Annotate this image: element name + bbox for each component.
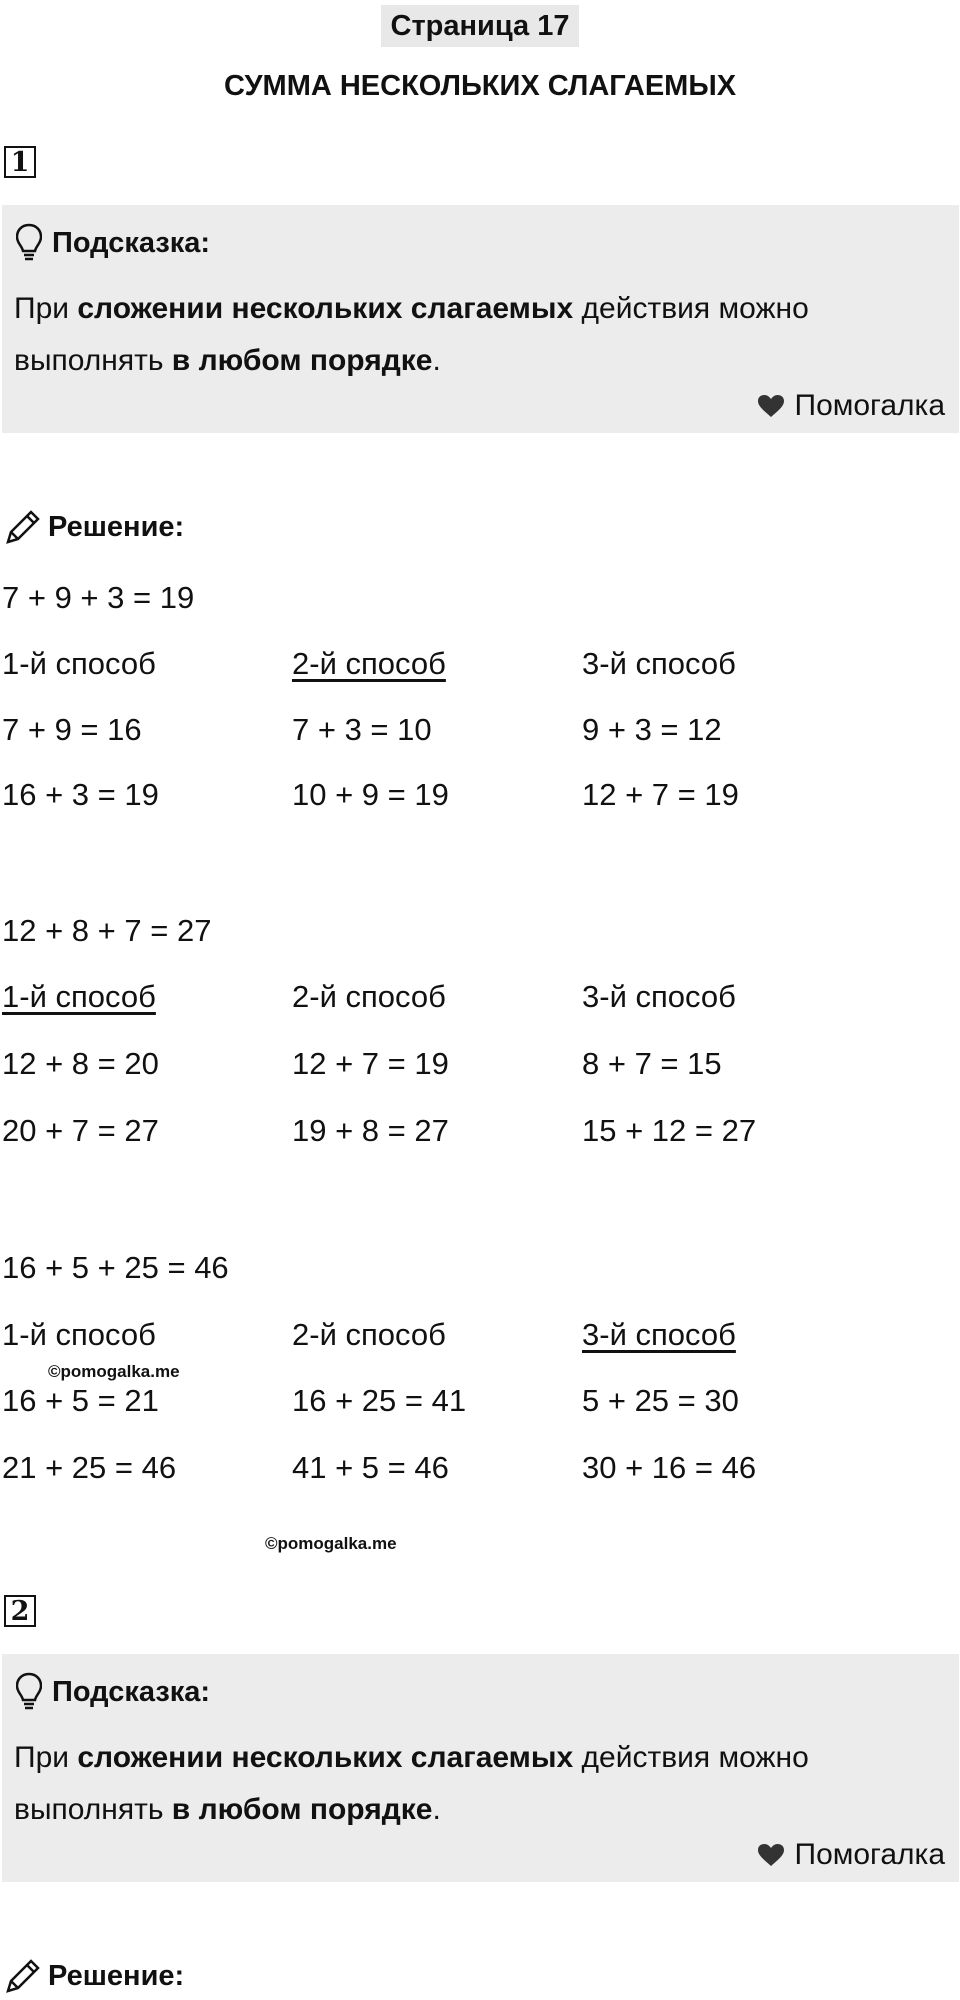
solution-label-2 <box>4 1957 184 1995</box>
solution-label-1 <box>4 508 184 546</box>
hint-title-text: Подсказка: <box>52 1675 211 1708</box>
method-step: 15 + 12 = 27 <box>582 1113 757 1148</box>
method-step: 41 + 5 = 46 <box>292 1450 449 1485</box>
method-step: 7 + 9 = 16 <box>2 712 142 747</box>
method-step: 9 + 3 = 12 <box>582 712 722 747</box>
hint-box-2 <box>2 1654 959 1882</box>
method-step: 30 + 16 = 46 <box>582 1450 757 1485</box>
method-label: 1-й способ <box>2 646 156 681</box>
brand-name: Помогалка <box>794 1838 945 1871</box>
method-step: 20 + 7 = 27 <box>2 1113 159 1148</box>
heart-icon <box>757 1843 785 1867</box>
method-step: 16 + 25 = 41 <box>292 1383 467 1418</box>
pencil-icon <box>4 508 42 546</box>
method-label-selected: 1-й способ <box>2 979 156 1014</box>
example-expression-1: 7 + 9 + 3 = 19 <box>2 580 195 615</box>
method-step: 10 + 9 = 19 <box>292 777 449 812</box>
hint-brand <box>757 389 946 423</box>
page-label: Страница 17 <box>381 5 579 47</box>
task-number-2: 2 <box>4 1595 36 1627</box>
method-step: 19 + 8 = 27 <box>292 1113 449 1148</box>
method-label-selected: 2-й способ <box>292 646 446 681</box>
hint-brand <box>757 1838 946 1872</box>
hint-title-text: Подсказка: <box>52 226 211 259</box>
method-step: 16 + 3 = 19 <box>2 777 159 812</box>
page-title: СУММА НЕСКОЛЬКИХ СЛАГАЕМЫХ <box>223 70 737 102</box>
method-step: 12 + 7 = 19 <box>582 777 739 812</box>
method-step: 8 + 7 = 15 <box>582 1046 722 1081</box>
method-label: 1-й способ <box>2 1317 156 1352</box>
method-label-selected: 3-й способ <box>582 1317 736 1352</box>
method-step: 7 + 3 = 10 <box>292 712 432 747</box>
lightbulb-icon <box>16 1672 42 1712</box>
watermark: ©pomogalka.me <box>48 1362 180 1381</box>
method-step: 12 + 7 = 19 <box>292 1046 449 1081</box>
hint-text: При сложении нескольких слагаемых действия можно выполнять в любом порядке. <box>14 1741 809 1826</box>
hint-title <box>16 1672 210 1712</box>
hint-box-1 <box>2 205 959 433</box>
heart-icon <box>757 394 785 418</box>
method-step: 5 + 25 = 30 <box>582 1383 739 1418</box>
lightbulb-icon <box>16 223 42 263</box>
method-label: 2-й способ <box>292 979 446 1014</box>
watermark: ©pomogalka.me <box>265 1534 397 1553</box>
method-step: 21 + 25 = 46 <box>2 1450 177 1485</box>
task-number-1: 1 <box>4 146 36 178</box>
method-step: 16 + 5 = 21 <box>2 1383 159 1418</box>
example-expression-3: 16 + 5 + 25 = 46 <box>2 1250 229 1285</box>
solution-label-text: Решение: <box>48 510 185 543</box>
example-expression-2: 12 + 8 + 7 = 27 <box>2 913 212 948</box>
pencil-icon <box>4 1957 42 1995</box>
brand-name: Помогалка <box>794 389 945 422</box>
hint-text: При сложении нескольких слагаемых действия можно выполнять в любом порядке. <box>14 292 809 377</box>
hint-title <box>16 223 210 263</box>
method-label: 2-й способ <box>292 1317 446 1352</box>
method-label: 3-й способ <box>582 646 736 681</box>
method-label: 3-й способ <box>582 979 736 1014</box>
method-step: 12 + 8 = 20 <box>2 1046 159 1081</box>
solution-label-text: Решение: <box>48 1959 185 1992</box>
